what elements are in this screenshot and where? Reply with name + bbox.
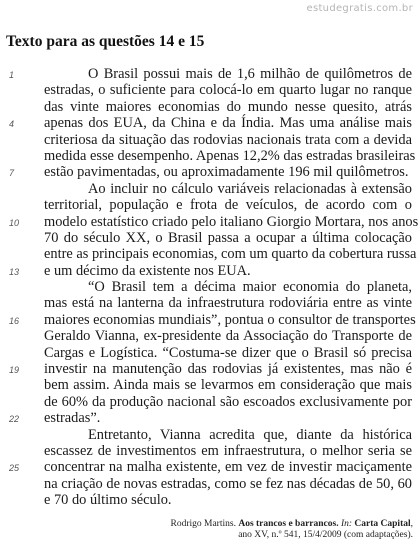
line-text: na criação de novas estradas, como se fez nas décadas de 50, 60 (44, 475, 412, 492)
line-number: 19 (9, 365, 20, 376)
citation-publication: Carta Capital (354, 519, 411, 529)
text-line (0, 427, 419, 443)
line-text: investir na manutenção das rodovias já existentes, mas não é (44, 361, 412, 378)
text-line (0, 295, 419, 311)
passage-text (0, 66, 419, 509)
line-text: apenas dos EUA, da China e da Índia. Mas uma análise mais (44, 115, 412, 132)
line-text: modelo estatístico criado pelo italiano Giorgio Mortara, nos anos (44, 213, 419, 230)
line-text: escassez de investimentos em infraestrutura, o melhor seria se (44, 442, 412, 459)
line-text: bem assim. Ainda mais se levarmos em consideração que mais (44, 377, 412, 394)
line-text: Cargas e Logística. “Costuma-se dizer que o Brasil só precisa (44, 344, 412, 361)
line-text: de 60% da produção nacional são escoados exclusivamente por (44, 393, 412, 410)
text-line (0, 246, 419, 262)
text-line (0, 279, 419, 295)
citation-author: Rodrigo Martins. (170, 519, 236, 529)
citation-article: Aos trancos e barrancos. (238, 519, 339, 529)
text-line (0, 492, 419, 508)
line-text: estradas”. (44, 410, 101, 427)
citation-details: ano XV, n.º 541, 15/4/2009 (com adaptações). (238, 530, 413, 540)
line-number: 22 (9, 414, 20, 425)
line-text: Geraldo Vianna, ex-presidente da Associação do Transporte de (44, 328, 412, 345)
line-number: 10 (9, 217, 20, 228)
text-line (0, 410, 419, 426)
line-text: e 70 do último século. (44, 492, 172, 509)
text-line (0, 197, 419, 213)
line-text: maiores economias mundiais”, pontua o consultor de transportes (44, 311, 416, 328)
text-line (0, 345, 419, 361)
line-number: 25 (9, 463, 20, 474)
line-text: criteriosa da situação das rodovias nacionais trata com a devida (44, 131, 412, 148)
line-text: “O Brasil tem a décima maior economia do planeta, (88, 279, 412, 296)
text-line (0, 115, 419, 131)
text-line (0, 148, 419, 164)
line-text: entre as principais economias, com um quarto da cobertura russa (44, 246, 417, 263)
line-text: 70 do século XX, o Brasil passa a ocupar a última colocação (44, 229, 412, 246)
text-line (0, 312, 419, 328)
line-text: Entretanto, Vianna acredita que, diante da histórica (88, 426, 412, 443)
line-number: 16 (9, 315, 20, 326)
line-text: estão pavimentadas, ou aproximadamente 196 mil quilômetros. (44, 164, 409, 181)
site-watermark: estudegratis.com.br (306, 3, 413, 14)
line-text: medida esse desempenho. Apenas 12,2% das estradas brasileiras (44, 147, 416, 164)
line-text: concentrar na malha existente, em vez de investir maciçamente (44, 459, 412, 476)
line-text: e um décimo da existente nos EUA. (44, 262, 251, 279)
line-number: 7 (9, 168, 15, 179)
text-line (0, 443, 419, 459)
line-text: Ao incluir no cálculo variáveis relacionadas à extensão (88, 180, 412, 197)
text-line (0, 132, 419, 148)
section-heading: Texto para as questões 14 e 15 (6, 33, 205, 50)
text-line (0, 99, 419, 115)
line-text: das vinte maiores economias do mundo nesse quesito, atrás (44, 98, 412, 115)
line-number: 13 (9, 266, 20, 277)
text-line (0, 459, 419, 475)
text-line (0, 476, 419, 492)
source-citation (171, 519, 414, 541)
text-line (0, 181, 419, 197)
text-line (0, 361, 419, 377)
citation-in-label: In: (340, 519, 353, 529)
text-line (0, 377, 419, 393)
line-number: 1 (9, 70, 15, 80)
citation-line-1: Rodrigo Martins. Aos trancos e barrancos. In: Carta Capital, (170, 519, 413, 529)
text-line (0, 230, 419, 246)
line-text: estradas, o suficiente para colocá-lo em quarto lugar no ranque (44, 82, 412, 99)
line-text: O Brasil possui mais de 1,6 milhão de quilômetros de (88, 66, 412, 82)
text-line (0, 214, 419, 230)
text-line (0, 164, 419, 180)
line-text: mas está na lanterna da infraestrutura rodoviária entre as vinte (44, 295, 412, 312)
line-text: territorial, população e frota de veículos, de acordo com o (44, 197, 412, 214)
text-line (0, 394, 419, 410)
text-line (0, 66, 419, 82)
text-line (0, 82, 419, 98)
text-line (0, 263, 419, 279)
line-number: 4 (9, 119, 15, 130)
text-line (0, 328, 419, 344)
